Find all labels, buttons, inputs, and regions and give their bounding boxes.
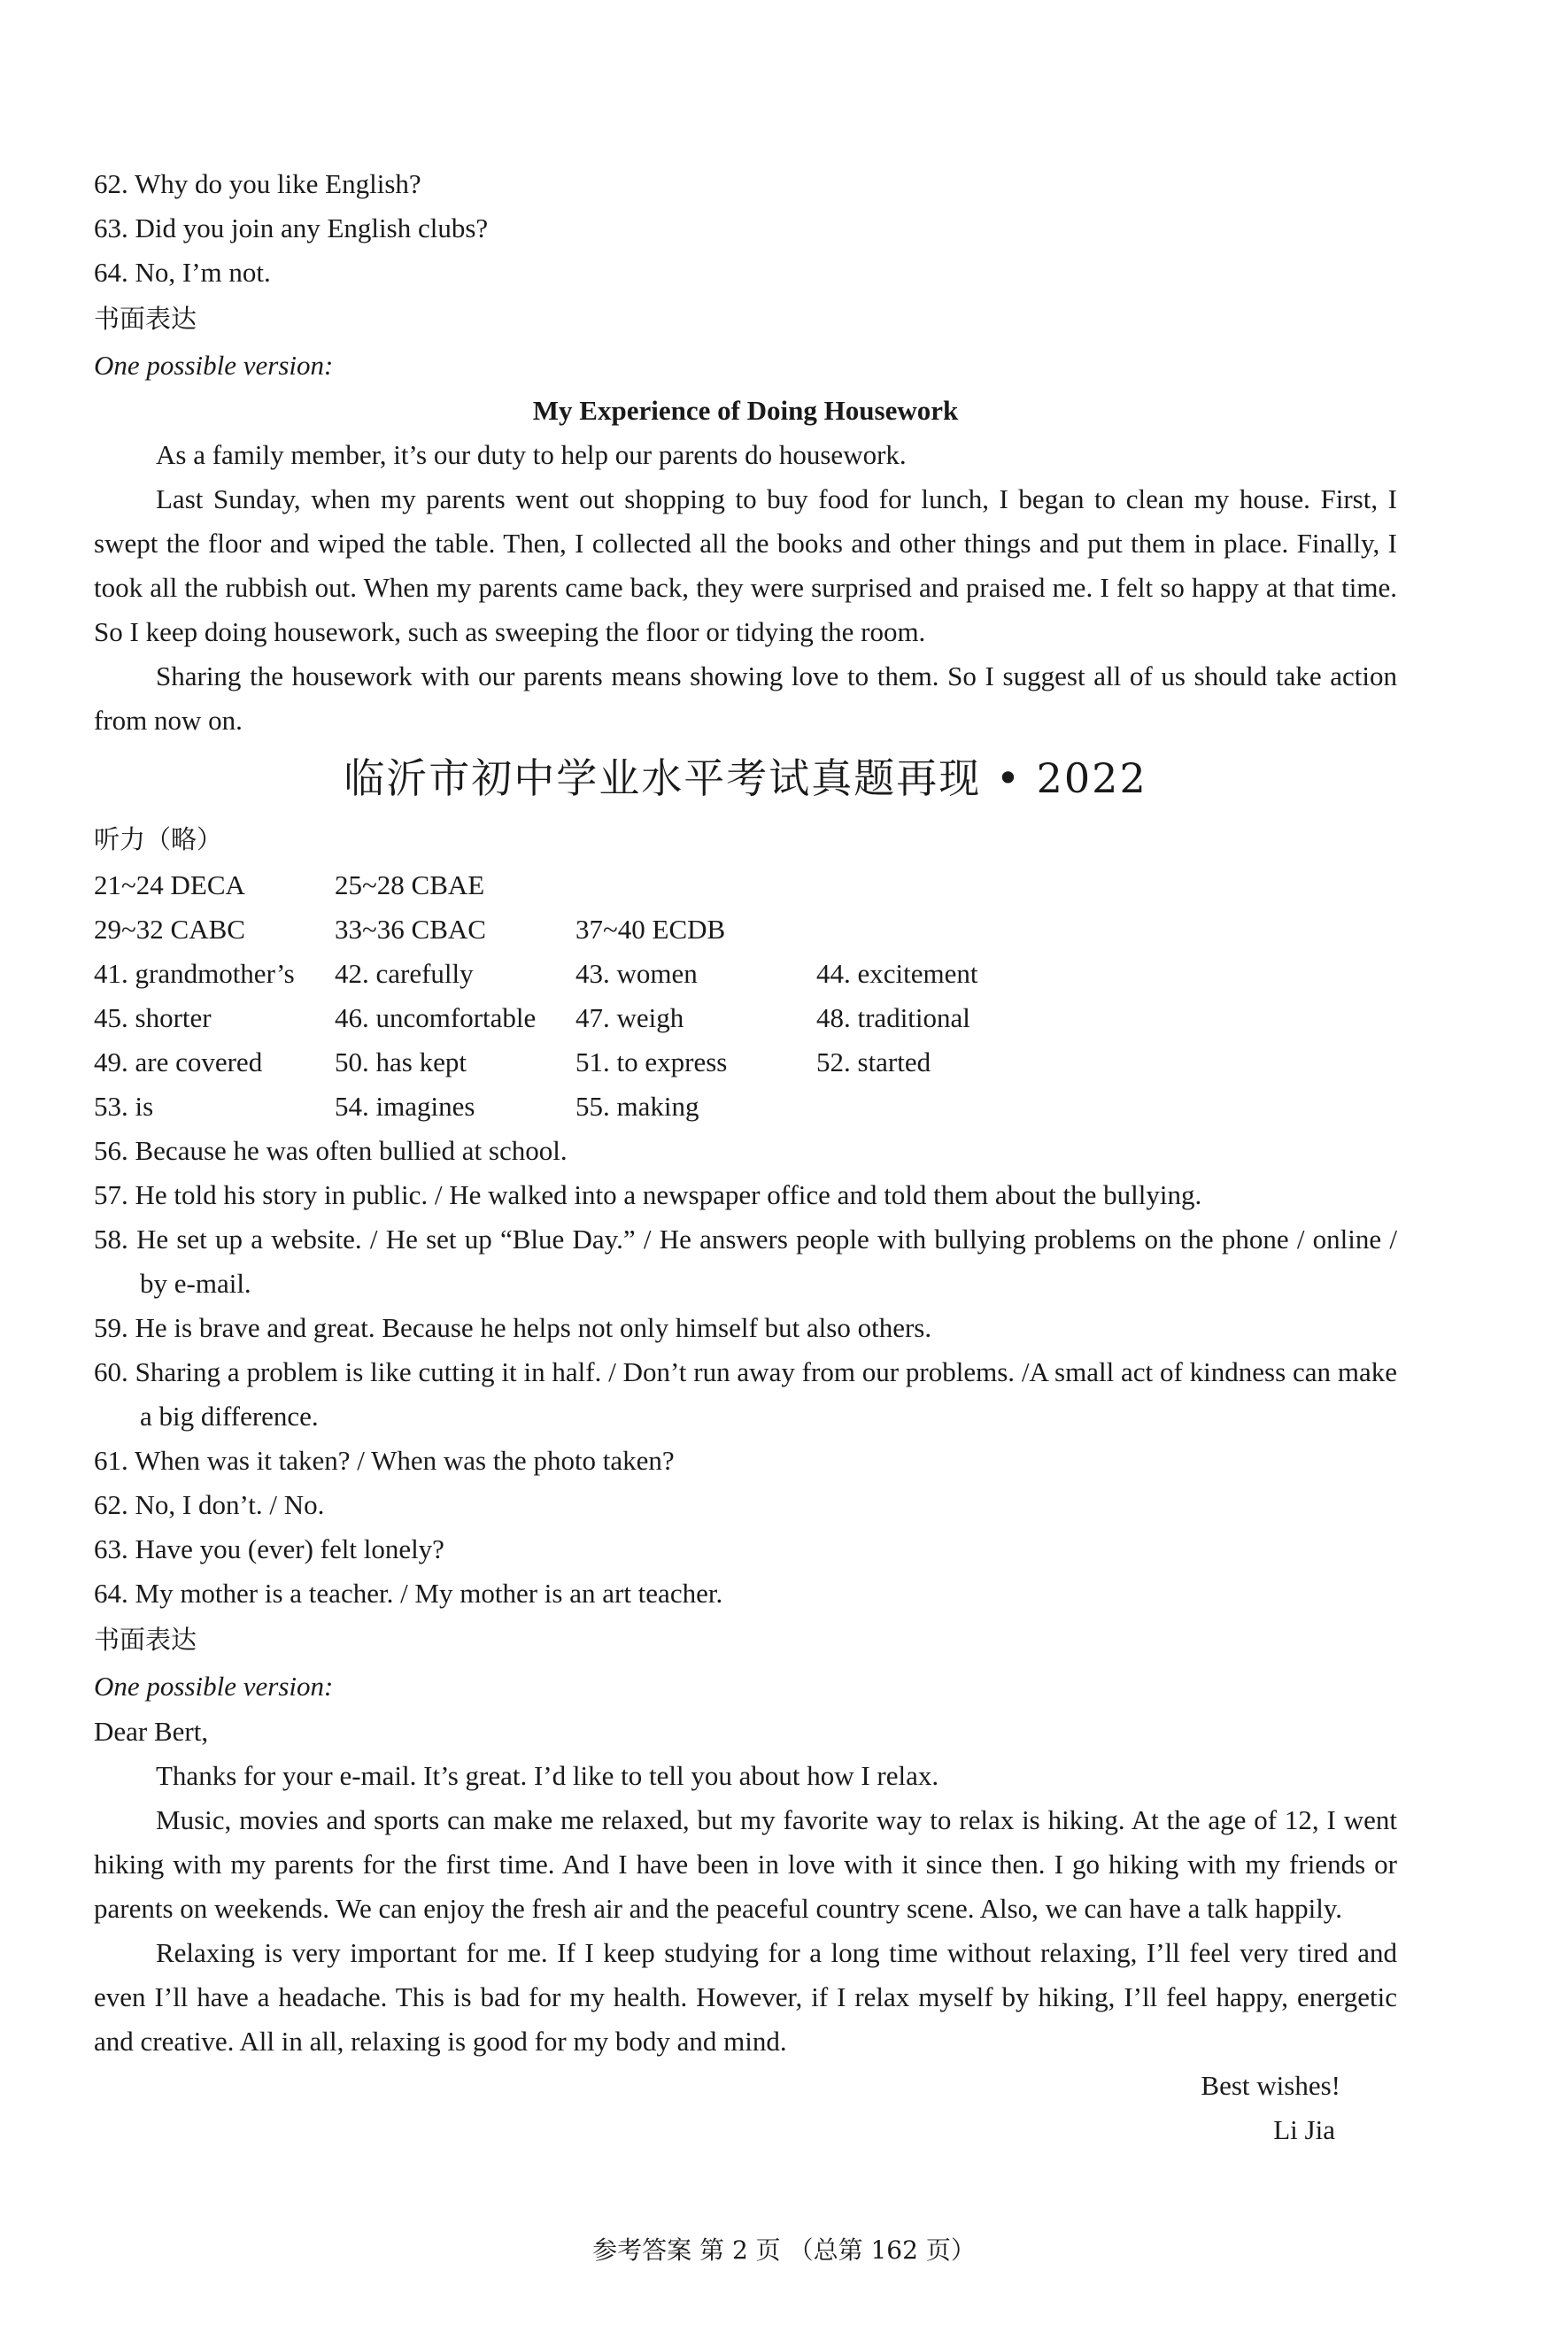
grid-cell: 25~28 CBAE bbox=[335, 869, 485, 900]
answer-grid bbox=[94, 863, 1397, 1129]
grid-cell bbox=[816, 863, 1082, 907]
answer-61: 61. When was it taken? / When was the photo taken? bbox=[94, 1445, 675, 1476]
grid-cell bbox=[575, 863, 816, 907]
letter-salutation: Dear Bert, bbox=[94, 1716, 209, 1747]
grid-cell: 51. to express bbox=[575, 1046, 728, 1077]
possible-version-label: One possible version: bbox=[94, 350, 334, 381]
grid-cell: 54. imagines bbox=[335, 1091, 475, 1122]
grid-cell: 53. is bbox=[94, 1091, 154, 1122]
grid-cell: 46. uncomfortable bbox=[335, 1002, 537, 1033]
letter-paragraph: Music, movies and sports can make me relaxed, but my favorite way to relax is hiking. At the age of 12, I went hiking with my parents for the first time. And I have been in love with it since then. I go hiking with my friends or parents on weekends. We can enjoy the fresh air and the peaceful country scene. Also, we can have a talk happily. bbox=[94, 1804, 1397, 1924]
writing-section-label: 书面表达 bbox=[94, 1625, 197, 1655]
grid-cell: 43. women bbox=[575, 958, 698, 989]
letter-signature: Li Jia bbox=[1273, 2114, 1335, 2145]
grid-cell: 48. traditional bbox=[816, 1002, 970, 1033]
letter-paragraph: Thanks for your e-mail. It’s great. I’d like to tell you about how I relax. bbox=[156, 1760, 939, 1791]
answer-63b: 63. Have you (ever) felt lonely? bbox=[94, 1533, 444, 1564]
grid-cell: 47. weigh bbox=[575, 1002, 684, 1033]
writing-section-label: 书面表达 bbox=[94, 304, 197, 334]
grid-cell: 49. are covered bbox=[94, 1046, 263, 1077]
essay-paragraph: Sharing the housework with our parents means showing love to them. So I suggest all of us should take action from now on. bbox=[94, 660, 1397, 736]
answer-60: 60. Sharing a problem is like cutting it in half. / Don’t run away from our problems. /A small act of kindness can make a big difference. bbox=[94, 1356, 1397, 1432]
page-footer: 参考答案 第 2 页 （总第 162 页） bbox=[592, 2235, 976, 2265]
grid-cell: 45. shorter bbox=[94, 1002, 212, 1033]
answer-57: 57. He told his story in public. / He walked into a newspaper office and told them about the bullying. bbox=[94, 1179, 1202, 1210]
grid-cell bbox=[816, 1085, 1082, 1129]
possible-version-label: One possible version: bbox=[94, 1671, 334, 1702]
answer-58: 58. He set up a website. / He set up “Blue Day.” / He answers people with bullying problems on the phone / online / by e-mail. bbox=[94, 1224, 1397, 1299]
answer-64b: 64. My mother is a teacher. / My mother is an art teacher. bbox=[94, 1578, 723, 1609]
grid-cell: 42. carefully bbox=[335, 958, 474, 989]
answer-62: 62. Why do you like English? bbox=[94, 168, 421, 199]
letter-closing: Best wishes! bbox=[1201, 2070, 1340, 2101]
grid-cell: 50. has kept bbox=[335, 1046, 467, 1077]
grid-cell: 52. started bbox=[816, 1046, 931, 1077]
page-content bbox=[94, 162, 1397, 2152]
answer-56: 56. Because he was often bullied at school. bbox=[94, 1135, 568, 1166]
letter-paragraph: Relaxing is very important for me. If I keep studying for a long time without relaxing, I’ll feel very tired and even I’ll have a headache. This is bad for my health. However, if I relax myself by hiking, I’ll feel happy, energetic and creative. All in all, relaxing is good for my body and mind. bbox=[94, 1937, 1397, 2057]
essay-title: My Experience of Doing Housework bbox=[532, 395, 959, 426]
answer-62b: 62. No, I don’t. / No. bbox=[94, 1489, 325, 1520]
essay-paragraph: As a family member, it’s our duty to help our parents do housework. bbox=[156, 439, 907, 470]
grid-cell: 33~36 CBAC bbox=[335, 914, 486, 945]
grid-cell: 29~32 CABC bbox=[94, 914, 245, 945]
grid-cell bbox=[816, 907, 1082, 952]
grid-cell: 37~40 ECDB bbox=[575, 914, 726, 945]
section-title: 临沂市初中学业水平考试真题再现 • 2022 bbox=[344, 754, 1147, 802]
grid-cell: 21~24 DECA bbox=[94, 869, 245, 900]
essay-paragraph: Last Sunday, when my parents went out shopping to buy food for lunch, I began to clean my house. First, I swept the floor and wiped the table. Then, I collected all the books and other things and put them in place. Finally, I took all the rubbish out. When my parents came back, they were surprised and praised me. I felt so happy at that time. So I keep doing housework, such as sweeping the floor or tidying the room. bbox=[94, 483, 1397, 647]
grid-cell: 41. grandmother’s bbox=[94, 958, 295, 989]
answer-64: 64. No, I’m not. bbox=[94, 257, 271, 288]
answer-63: 63. Did you join any English clubs? bbox=[94, 212, 489, 243]
grid-cell: 44. excitement bbox=[816, 958, 978, 989]
grid-cell: 55. making bbox=[575, 1091, 699, 1122]
answer-59: 59. He is brave and great. Because he helps not only himself but also others. bbox=[94, 1312, 932, 1343]
listening-label: 听力（略） bbox=[94, 824, 223, 854]
